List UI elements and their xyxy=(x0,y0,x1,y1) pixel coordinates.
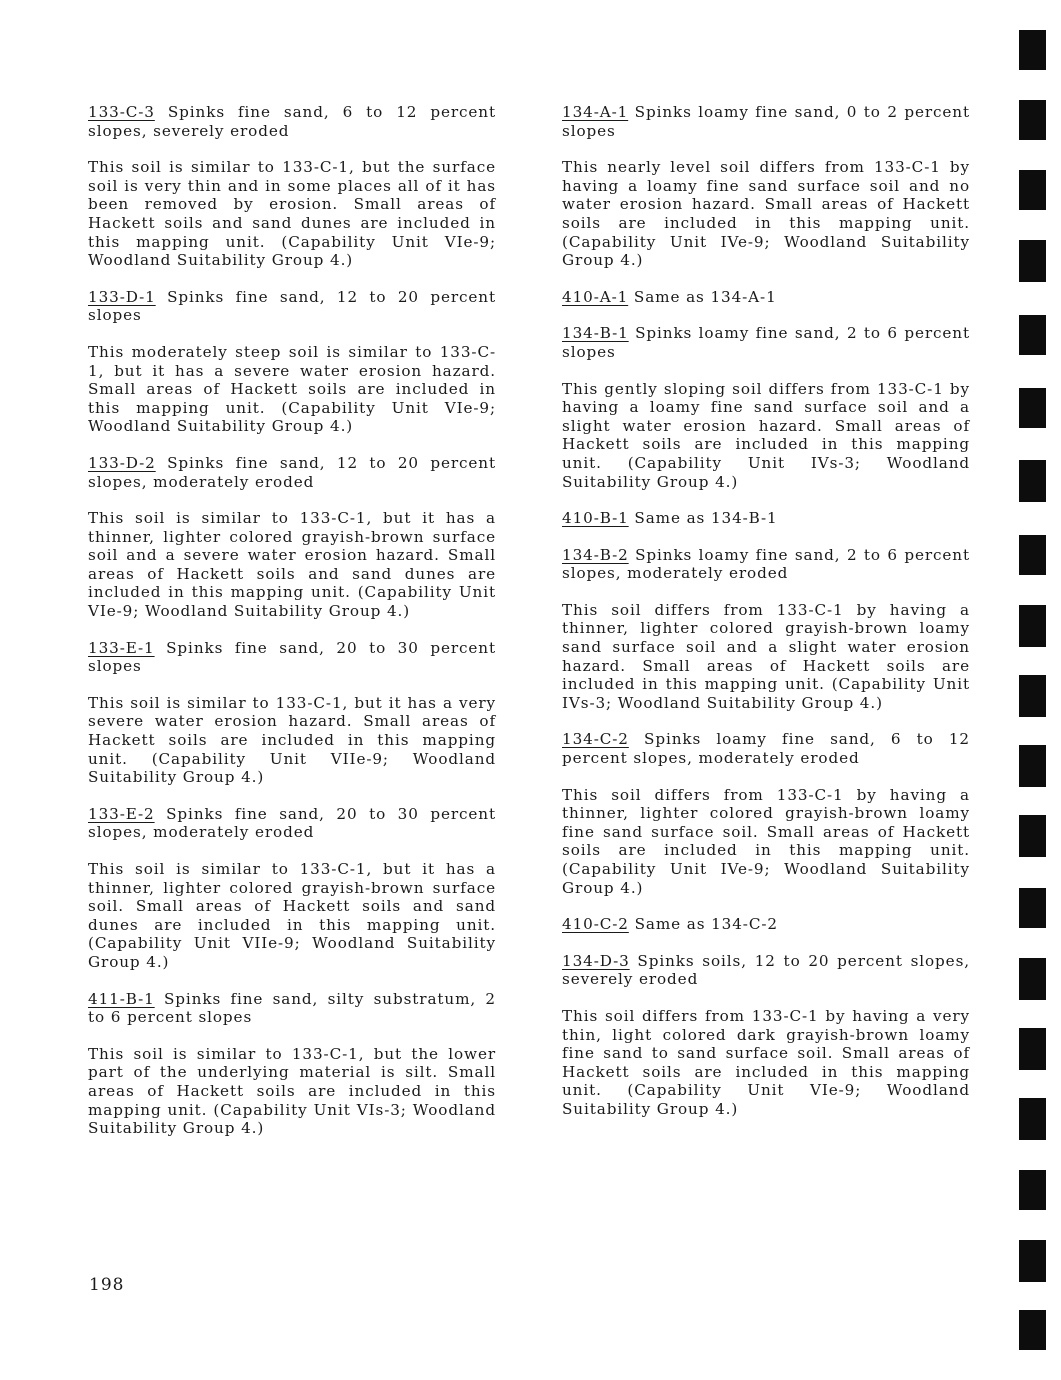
edge-mark xyxy=(1019,30,1046,70)
edge-mark xyxy=(1019,388,1046,428)
edge-mark xyxy=(1019,605,1046,647)
soil-entry-133-C-3 xyxy=(88,103,496,270)
soil-name: Spinks loamy fine sand, 6 to 12 percent slopes, moderately eroded xyxy=(562,730,970,768)
edge-mark xyxy=(1019,1170,1046,1210)
map-symbol: 133-D-2 xyxy=(88,453,156,472)
soil-entry-134-A-1 xyxy=(562,103,970,270)
edge-mark xyxy=(1019,675,1046,717)
map-symbol: 410-C-2 xyxy=(562,915,629,934)
soil-entry-heading xyxy=(88,288,496,325)
soil-entry-133-E-2 xyxy=(88,805,496,972)
soil-entry-134-C-2 xyxy=(562,730,970,897)
page-number: 198 xyxy=(89,1275,125,1295)
soil-entry-133-D-1 xyxy=(88,288,496,436)
soil-entry-heading xyxy=(562,546,970,583)
soil-name: Spinks loamy fine sand, 2 to 6 percent slopes, moderately eroded xyxy=(562,545,970,583)
soil-name: Spinks fine sand, 20 to 30 percent slopes, moderately eroded xyxy=(88,804,496,842)
soil-name: Spinks fine sand, 12 to 20 percent slopes xyxy=(88,287,496,325)
soil-description: This soil is similar to 133-C-1, but it has a thinner, lighter colored grayish-brown surface soil and a severe water erosion hazard. Small areas of Hackett soils and sand dunes are included in this mapping unit. (Capability Unit VIe-9; Woodland Suitability Group 4.) xyxy=(88,509,496,621)
soil-entry-heading xyxy=(88,639,496,676)
soil-entry-410-B-1 xyxy=(562,509,970,528)
edge-mark xyxy=(1019,1310,1046,1350)
soil-entry-134-B-2 xyxy=(562,546,970,713)
soil-name: Spinks soils, 12 to 20 percent slopes, severely eroded xyxy=(562,951,970,989)
left-column xyxy=(88,103,496,1156)
soil-entry-134-B-1 xyxy=(562,324,970,491)
soil-name: Spinks loamy fine sand, 2 to 6 percent slopes xyxy=(562,324,970,361)
soil-entry-134-D-3 xyxy=(562,952,970,1119)
edge-mark xyxy=(1019,100,1046,140)
soil-name: Spinks fine sand, 12 to 20 percent slopes, moderately eroded xyxy=(88,453,496,491)
soil-description: This soil differs from 133-C-1 by having a thinner, lighter colored grayish-brown loamy fine sand surface soil. Small areas of Hackett soils are included in this mapping unit. (Capability Unit IVe-9; Woodland Suitability Group 4.) xyxy=(562,785,970,897)
edge-mark xyxy=(1019,888,1046,928)
soil-name: Spinks fine sand, silty substratum, 2 to 6 percent slopes xyxy=(88,989,496,1027)
soil-description: This gently sloping soil differs from 133-C-1 by having a loamy fine sand surface soil and a slight water erosion hazard. Small areas of Hackett soils are included in this mapping unit. (Capability Unit IVs-3; Woodland Suitability Group 4.) xyxy=(562,379,970,491)
map-symbol: 134-C-2 xyxy=(562,730,629,749)
edge-mark xyxy=(1019,460,1046,502)
soil-name: Spinks fine sand, 20 to 30 percent slopes xyxy=(88,638,496,676)
edge-mark xyxy=(1019,1098,1046,1140)
soil-entry-heading xyxy=(562,730,970,767)
edge-mark xyxy=(1019,535,1046,575)
edge-mark xyxy=(1019,815,1046,857)
soil-entry-133-D-2 xyxy=(88,454,496,621)
soil-entry-410-C-2 xyxy=(562,915,970,934)
soil-entry-heading xyxy=(88,454,496,491)
soil-entry-heading xyxy=(562,952,970,989)
edge-mark xyxy=(1019,1240,1046,1282)
right-column xyxy=(562,103,970,1137)
soil-entry-411-B-1 xyxy=(88,990,496,1138)
soil-name: Same as 134-B-1 xyxy=(628,509,778,528)
map-symbol: 134-B-1 xyxy=(562,324,629,343)
soil-name: Same as 134-C-2 xyxy=(628,915,778,934)
soil-description: This moderately steep soil is similar to 133-C-1, but it has a severe water erosion hazard. Small areas of Hackett soils are included in this mapping unit. (Capability Unit VIe-9; Woodland Suitability Group 4.) xyxy=(88,342,496,436)
soil-name: Spinks fine sand, 6 to 12 percent slopes, severely eroded xyxy=(88,103,496,140)
soil-entry-410-A-1 xyxy=(562,288,970,307)
soil-description: This soil is similar to 133-C-1, but the surface soil is very thin and in some places all of it has been removed by erosion. Small areas of Hackett soils and sand dunes are included in this mapping unit. (Capability Unit VIe-9; Woodland Suitability Group 4.) xyxy=(88,158,496,270)
scan-edge-marks xyxy=(1019,0,1049,1380)
soil-description: This soil is similar to 133-C-1, but the lower part of the underlying material is silt. Small areas of Hackett soils are included in this mapping unit. (Capability Unit VIs-3; Woodland Suitability Group 4.) xyxy=(88,1044,496,1138)
edge-mark xyxy=(1019,745,1046,787)
soil-entry-heading xyxy=(562,324,970,361)
edge-mark xyxy=(1019,958,1046,1000)
map-symbol: 134-B-2 xyxy=(562,545,629,564)
map-symbol: 133-E-1 xyxy=(88,638,155,657)
map-symbol: 410-B-1 xyxy=(562,509,629,528)
soil-name: Spinks loamy fine sand, 0 to 2 percent slopes xyxy=(562,103,970,140)
edge-mark xyxy=(1019,170,1046,210)
soil-entry-heading xyxy=(88,103,496,140)
soil-entry-heading xyxy=(88,990,496,1027)
edge-mark xyxy=(1019,1028,1046,1070)
soil-description: This soil is similar to 133-C-1, but it has a thinner, lighter colored grayish-brown surface soil. Small areas of Hackett soils and sand dunes are included in this mapping unit. (Capability Unit VIIe-9; Woodland Suitability Group 4.) xyxy=(88,860,496,971)
edge-mark xyxy=(1019,240,1046,282)
map-symbol: 410-A-1 xyxy=(562,287,629,306)
map-symbol: 411-B-1 xyxy=(88,989,155,1008)
soil-name: Same as 134-A-1 xyxy=(628,287,777,306)
soil-description: This nearly level soil differs from 133-C-1 by having a loamy fine sand surface soil and no water erosion hazard. Small areas of Hackett soils are included in this mapping unit. (Capability Unit IVe-9; Woodland Suitability Group 4.) xyxy=(562,158,970,270)
map-symbol: 134-A-1 xyxy=(562,103,629,121)
edge-mark xyxy=(1019,315,1046,355)
soil-entry-heading xyxy=(88,805,496,842)
soil-description: This soil is similar to 133-C-1, but it has a very severe water erosion hazard. Small areas of Hackett soils are included in this mapping unit. (Capability Unit VIIe-9; Woodland Suitability Group 4.) xyxy=(88,693,496,787)
map-symbol: 133-D-1 xyxy=(88,287,156,306)
map-symbol: 134-D-3 xyxy=(562,951,630,970)
soil-entry-heading xyxy=(562,103,970,140)
soil-entry-heading xyxy=(562,509,970,528)
soil-entry-heading xyxy=(562,288,970,307)
soil-entry-133-E-1 xyxy=(88,639,496,787)
soil-description: This soil differs from 133-C-1 by having a very thin, light colored dark grayish-brown loamy fine sand to sand surface soil. Small areas of Hackett soils are included in this mapping unit. (Capability Unit VIe-9; Woodland Suitability Group 4.) xyxy=(562,1006,970,1118)
soil-entry-heading xyxy=(562,915,970,934)
map-symbol: 133-C-3 xyxy=(88,103,155,121)
soil-description: This soil differs from 133-C-1 by having a thinner, lighter colored grayish-brown loamy sand surface soil and a slight water erosion hazard. Small areas of Hackett soils are included in this mapping unit. (Capability Unit IVs-3; Woodland Suitability Group 4.) xyxy=(562,600,970,712)
map-symbol: 133-E-2 xyxy=(88,804,155,823)
